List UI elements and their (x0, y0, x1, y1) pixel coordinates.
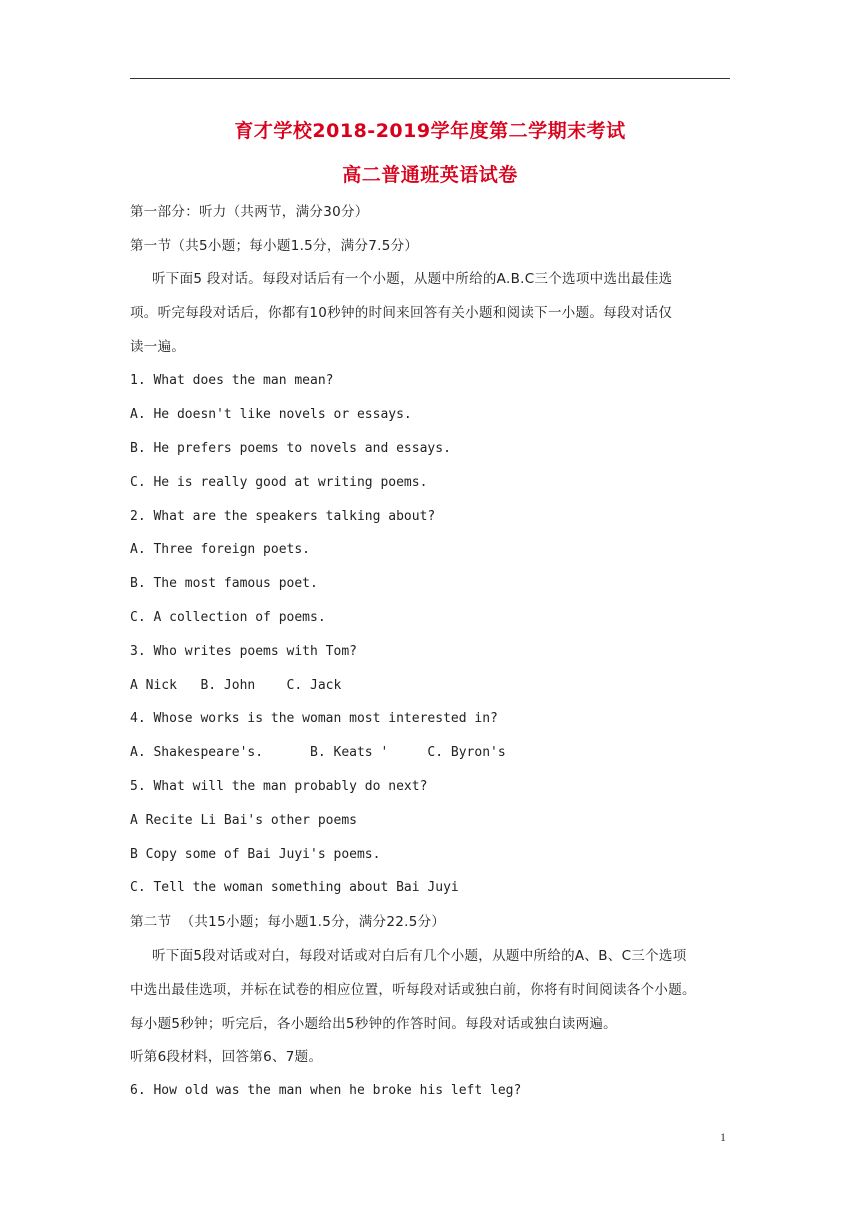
question-2: 2. What are the speakers talking about? (130, 509, 436, 524)
question-1-option-c: C. He is really good at writing poems. (130, 475, 428, 490)
question-5-option-c: C. Tell the woman something about Bai Juyi (130, 880, 459, 895)
question-5: 5. What will the man probably do next? (130, 779, 428, 794)
question-3-options: A Nick B. John C. Jack (130, 678, 342, 693)
instructions-line: 读一遍。 (130, 339, 186, 355)
question-1-option-a: A. He doesn't like novels or essays. (130, 407, 412, 422)
page-number: 1 (720, 1130, 726, 1144)
question-2-option-a: A. Three foreign poets. (130, 542, 311, 557)
instructions-line: 听下面5 段对话。每段对话后有一个小题，从题中所给的A.B.C三个选项中选出最佳选 (152, 271, 673, 287)
question-2-option-b: B. The most famous poet. (130, 576, 318, 591)
exam-subtitle: 高二普通班英语试卷 (342, 164, 518, 186)
question-6: 6. How old was the man when he broke his left leg? (130, 1083, 522, 1098)
section-part-1-heading: 第一部分：听力（共两节，满分30分） (130, 204, 369, 220)
question-1: 1. What does the man mean? (130, 373, 334, 388)
question-4-options: A. Shakespeare's. B. Keats ' C. Byron's (130, 745, 506, 760)
question-1-option-b: B. He prefers poems to novels and essays. (130, 441, 451, 456)
instructions-line: 项。听完每段对话后，你都有10秒钟的时间来回答有关小题和阅读下一小题。每段对话仅 (130, 305, 673, 321)
instructions-line: 听下面5段对话或对白，每段对话或对白后有几个小题，从题中所给的A、B、C三个选项 (152, 948, 687, 964)
section-1-heading: 第一节（共5小题；每小题1.5分，满分7.5分） (130, 238, 419, 254)
exam-title: 育才学校2018-2019学年度第二学期末考试 (234, 120, 626, 142)
question-5-option-a: A Recite Li Bai's other poems (130, 813, 357, 828)
question-3: 3. Who writes poems with Tom? (130, 644, 357, 659)
material-6-heading: 听第6段材料，回答第6、7题。 (130, 1049, 323, 1065)
question-4: 4. Whose works is the woman most interested in? (130, 711, 498, 726)
question-2-option-c: C. A collection of poems. (130, 610, 326, 625)
instructions-line: 中选出最佳选项，并标在试卷的相应位置，听每段对话或独白前，你将有时间阅读各个小题。 (130, 982, 696, 998)
header-rule (130, 78, 730, 79)
instructions-line: 每小题5秒钟；听完后，各小题给出5秒钟的作答时间。每段对话或独白读两遍。 (130, 1016, 617, 1032)
section-2-heading: 第二节 （共15小题；每小题1.5分，满分22.5分） (130, 914, 446, 930)
question-5-option-b: B Copy some of Bai Juyi's poems. (130, 847, 381, 862)
